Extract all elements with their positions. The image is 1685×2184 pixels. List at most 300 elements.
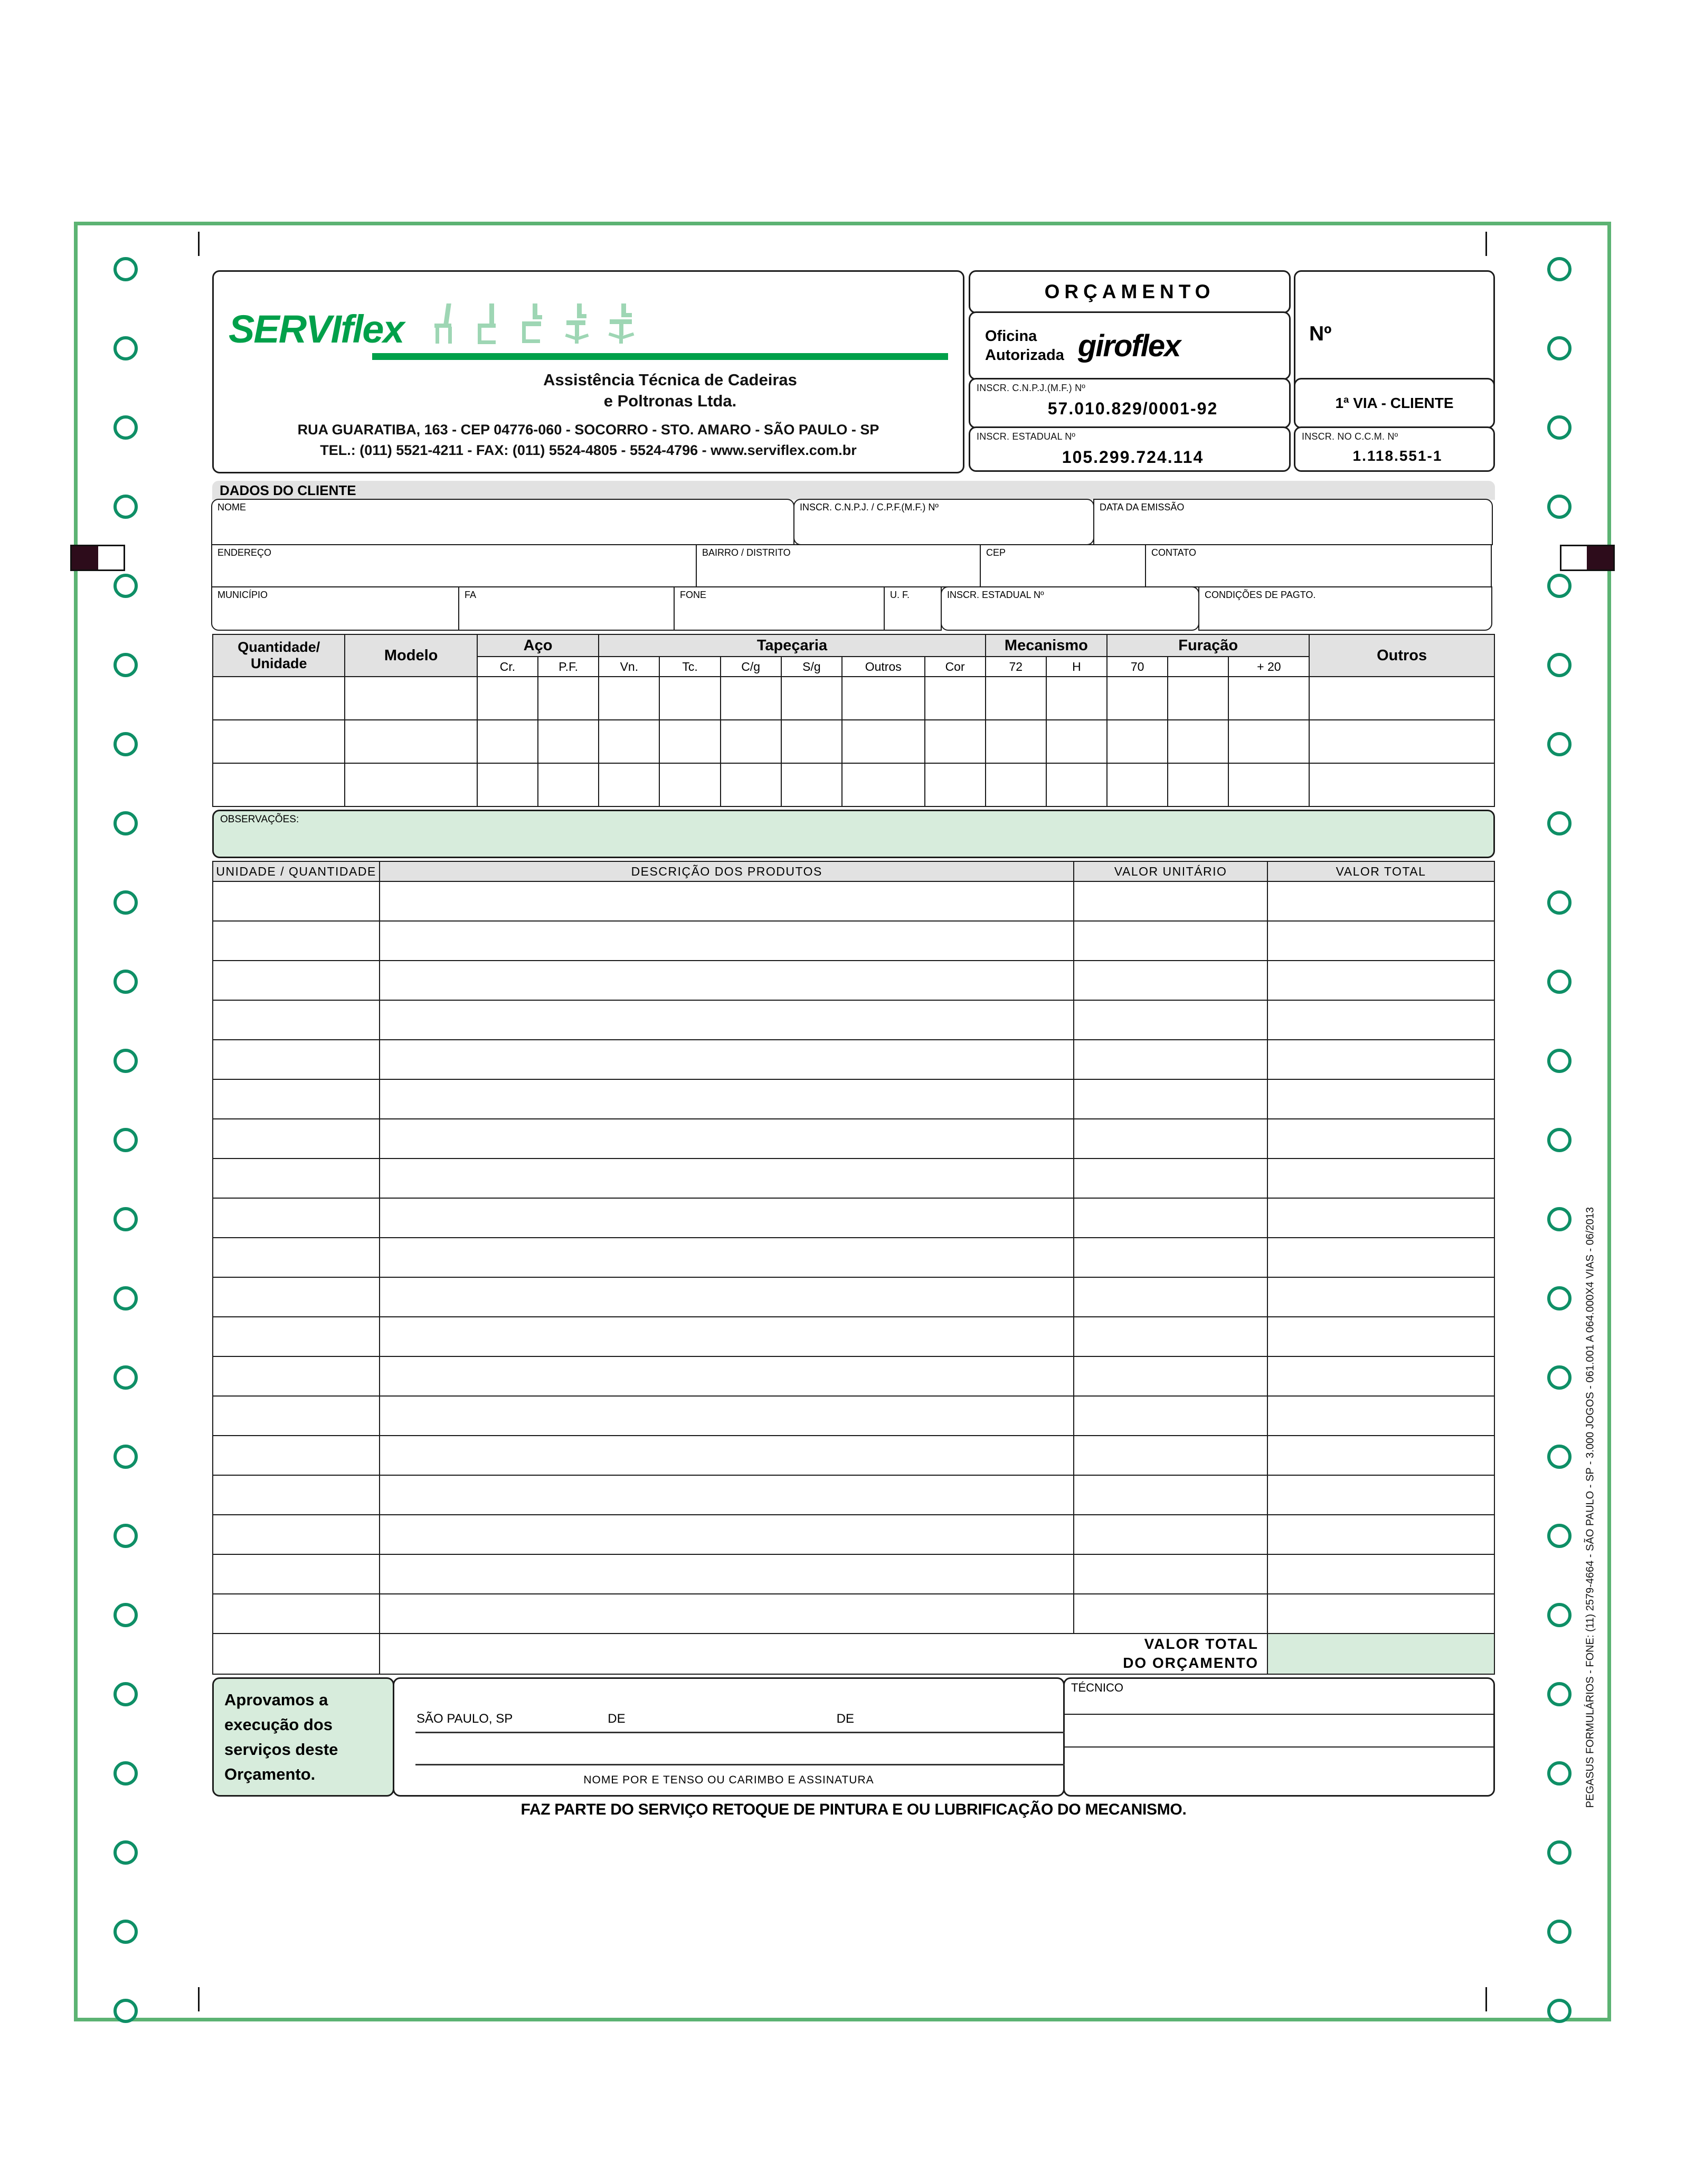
spec-subcol-11 — [1168, 657, 1228, 677]
cell-unidade-quantidade[interactable] — [213, 921, 380, 961]
alignment-marker-left — [70, 545, 125, 571]
spec-cell[interactable] — [659, 677, 720, 720]
cell-valor-unitario[interactable] — [1074, 1159, 1267, 1198]
cell-valor-total[interactable] — [1267, 1277, 1494, 1317]
field-fone-label: FONE — [680, 590, 707, 600]
cell-descricao[interactable] — [380, 1317, 1074, 1356]
approval-line-2: execução dos — [224, 1715, 333, 1734]
client-row-3 — [212, 587, 1495, 631]
feed-hole — [113, 1128, 138, 1152]
cell-descricao[interactable] — [380, 1594, 1074, 1634]
field-uf-label: U. F. — [890, 590, 910, 600]
approval-statement-box — [212, 1677, 394, 1797]
cell-valor-unitario[interactable] — [1074, 921, 1267, 961]
spec-cell[interactable] — [1107, 720, 1168, 763]
field-inscr-estadual-cliente[interactable] — [941, 586, 1199, 631]
cell-unidade-quantidade[interactable] — [213, 1277, 380, 1317]
field-endereco-label: ENDEREÇO — [217, 547, 272, 558]
grand-total-value[interactable] — [1267, 1634, 1494, 1674]
client-section-title — [212, 481, 1495, 500]
page-title: ORÇAMENTO — [1044, 281, 1215, 302]
cell-unidade-quantidade[interactable] — [213, 1079, 380, 1119]
cell-valor-total[interactable] — [1267, 1396, 1494, 1436]
spec-cell[interactable] — [1168, 763, 1228, 806]
spec-cell[interactable] — [599, 720, 659, 763]
technician-row-3[interactable] — [1065, 1748, 1493, 1779]
table-row[interactable] — [213, 1040, 1494, 1079]
field-cep[interactable] — [980, 544, 1146, 587]
grand-total-line-2: DO ORÇAMENTO — [1123, 1655, 1259, 1672]
cell-unidade-quantidade[interactable] — [213, 1317, 380, 1356]
feed-hole — [113, 732, 138, 756]
spec-cell[interactable] — [1107, 763, 1168, 806]
feed-hole — [113, 574, 138, 598]
cell-descricao[interactable] — [380, 1119, 1074, 1159]
oficina-line-1: Oficina — [985, 327, 1037, 345]
serviflex-logo — [229, 307, 404, 351]
chair-illustrations — [431, 303, 637, 344]
table-row[interactable] — [213, 1436, 1494, 1475]
company-ccm-box — [1294, 426, 1495, 472]
document-identity-block — [969, 270, 1495, 473]
spec-group-aco: Aço — [477, 634, 599, 657]
logo-green-bar — [372, 353, 948, 360]
cell-unidade-quantidade[interactable] — [213, 1594, 380, 1634]
spec-cell[interactable] — [1046, 763, 1107, 806]
cell-unidade-quantidade[interactable] — [213, 961, 380, 1000]
spec-cell[interactable] — [842, 677, 925, 720]
field-inscr-cnpj-cpf-label: INSCR. C.N.P.J. / C.P.F.(M.F.) Nº — [800, 502, 939, 512]
feed-hole — [1547, 1761, 1572, 1786]
date-de-1: DE — [608, 1711, 626, 1726]
giroflex-logo: giroflex — [1077, 328, 1180, 363]
field-data-emissao-label: DATA DA EMISSÃO — [1100, 502, 1185, 512]
approval-line-4: Orçamento. — [224, 1765, 316, 1784]
grand-total-label — [380, 1634, 1267, 1674]
field-municipio[interactable] — [211, 586, 459, 631]
cell-unidade-quantidade[interactable] — [213, 1475, 380, 1515]
client-row-2 — [212, 545, 1495, 587]
cell-unidade-quantidade[interactable] — [213, 1159, 380, 1198]
observations-label: OBSERVAÇÕES: — [220, 814, 299, 825]
feed-hole — [1547, 415, 1572, 440]
cell-descricao[interactable] — [380, 1000, 1074, 1040]
cell-valor-total[interactable] — [1267, 1238, 1494, 1277]
spec-cell[interactable] — [781, 677, 842, 720]
cell-descricao[interactable] — [380, 1554, 1074, 1594]
cell-descricao[interactable] — [380, 1079, 1074, 1119]
spec-col-outros: Outros — [1309, 634, 1494, 677]
cell-unidade-quantidade[interactable] — [213, 1198, 380, 1238]
orcamento-form — [212, 270, 1495, 1819]
cell-valor-unitario[interactable] — [1074, 1594, 1267, 1634]
spec-cell[interactable] — [721, 763, 781, 806]
feed-hole — [113, 1682, 138, 1706]
company-inscr-estadual-box — [969, 426, 1291, 472]
table-row[interactable] — [213, 1277, 1494, 1317]
spec-cell[interactable] — [345, 720, 477, 763]
technician-row-2[interactable] — [1065, 1715, 1493, 1748]
cell-descricao[interactable] — [380, 1356, 1074, 1396]
spec-cell[interactable] — [213, 720, 345, 763]
spec-subcol-8: 72 — [986, 657, 1046, 677]
chair-icon-3 — [520, 303, 548, 344]
spec-subcol-12: + 20 — [1228, 657, 1309, 677]
feed-hole — [1547, 1365, 1572, 1390]
spec-cell[interactable] — [213, 677, 345, 720]
grand-total-row — [213, 1634, 1494, 1674]
company-tagline — [214, 369, 963, 411]
feed-hole — [113, 415, 138, 440]
spec-cell[interactable] — [599, 677, 659, 720]
feed-hole — [1547, 1286, 1572, 1311]
feed-hole — [1547, 1840, 1572, 1865]
table-row[interactable] — [213, 1317, 1494, 1356]
spec-cell[interactable] — [986, 677, 1046, 720]
feed-hole — [113, 1840, 138, 1865]
chair-icon-1 — [431, 303, 460, 344]
tagline-line-2: e Poltronas Ltda. — [603, 391, 737, 410]
cell-valor-total[interactable] — [1267, 1079, 1494, 1119]
spec-cell[interactable] — [925, 763, 986, 806]
cell-valor-unitario[interactable] — [1074, 1475, 1267, 1515]
approval-line-1: Aprovamos a — [224, 1690, 328, 1709]
spec-cell[interactable] — [538, 720, 599, 763]
feed-hole — [113, 970, 138, 994]
feed-hole — [1547, 1128, 1572, 1152]
cell-valor-unitario[interactable] — [1074, 1317, 1267, 1356]
feed-hole — [1547, 1999, 1572, 2023]
field-bairro-distrito[interactable] — [696, 544, 981, 587]
feed-hole — [113, 336, 138, 360]
feed-hole — [1547, 1049, 1572, 1073]
cell-valor-total[interactable] — [1267, 1198, 1494, 1238]
signature-box[interactable] — [393, 1677, 1065, 1797]
cell-valor-total[interactable] — [1267, 1515, 1494, 1554]
tagline-line-1: Assistência Técnica de Cadeiras — [543, 371, 797, 389]
products-header-row — [213, 861, 1494, 881]
field-condicoes-pagto-label: CONDIÇÕES DE PAGTO. — [1205, 590, 1316, 600]
spec-cell[interactable] — [345, 677, 477, 720]
company-block — [212, 270, 964, 473]
cell-valor-total[interactable] — [1267, 1119, 1494, 1159]
company-address: RUA GUARATIBA, 163 - CEP 04776-060 - SOCORRO - STO. AMARO - SÃO PAULO - SP — [297, 422, 879, 438]
date-line — [416, 1712, 1050, 1726]
spec-subcol-0: Cr. — [477, 657, 538, 677]
spec-cell[interactable] — [842, 763, 925, 806]
document-title-box — [969, 270, 1291, 314]
cell-valor-unitario[interactable] — [1074, 1000, 1267, 1040]
logo-row — [214, 272, 963, 351]
logo-flex: flex — [340, 307, 404, 351]
field-fone[interactable] — [674, 586, 885, 631]
cell-valor-total[interactable] — [1267, 881, 1494, 921]
feed-hole — [113, 1920, 138, 1944]
spec-cell[interactable] — [599, 763, 659, 806]
spec-cell[interactable] — [345, 763, 477, 806]
continuous-form-sheet — [74, 222, 1611, 2021]
cell-descricao[interactable] — [380, 1040, 1074, 1079]
cell-unidade-quantidade[interactable] — [213, 1000, 380, 1040]
products-col-2: VALOR UNITÁRIO — [1074, 861, 1267, 881]
cell-descricao[interactable] — [380, 921, 1074, 961]
table-row[interactable] — [213, 1119, 1494, 1159]
cell-descricao[interactable] — [380, 1436, 1074, 1475]
table-row[interactable] — [213, 881, 1494, 921]
spec-subcol-5: S/g — [781, 657, 842, 677]
feed-hole — [1547, 336, 1572, 360]
feed-hole — [1547, 1524, 1572, 1548]
table-row[interactable] — [213, 1356, 1494, 1396]
products-col-0: UNIDADE / QUANTIDADE — [213, 861, 380, 881]
spec-subcol-2: Vn. — [599, 657, 659, 677]
cell-unidade-quantidade[interactable] — [213, 1119, 380, 1159]
field-contato-label: CONTATO — [1151, 547, 1196, 558]
via-label: 1ª VIA - CLIENTE — [1335, 395, 1454, 411]
cell-unidade-quantidade[interactable] — [213, 1554, 380, 1594]
cell-unidade-quantidade[interactable] — [213, 1356, 380, 1396]
chair-icon-4 — [564, 303, 593, 344]
spec-cell[interactable] — [213, 763, 345, 806]
cell-valor-unitario[interactable] — [1074, 1436, 1267, 1475]
field-data-emissao[interactable] — [1093, 499, 1493, 545]
spec-cell[interactable] — [538, 677, 599, 720]
cell-valor-unitario[interactable] — [1074, 1040, 1267, 1079]
feed-hole — [113, 1999, 138, 2023]
spec-cell[interactable] — [781, 763, 842, 806]
spec-col-quantidade-unidade: Quantidade/ Unidade — [213, 634, 345, 677]
numero-label: Nº — [1309, 322, 1332, 345]
feed-hole — [113, 811, 138, 835]
oficina-line-2: Autorizada — [985, 347, 1064, 364]
spec-cell[interactable] — [986, 720, 1046, 763]
city-label: SÃO PAULO, SP — [416, 1711, 513, 1726]
spec-subcol-10: 70 — [1107, 657, 1168, 677]
cell-descricao[interactable] — [380, 1515, 1074, 1554]
spec-cell[interactable] — [1168, 720, 1228, 763]
table-row[interactable] — [213, 1079, 1494, 1119]
spec-data-row[interactable] — [213, 720, 1494, 763]
company-cnpj-box — [969, 378, 1291, 429]
spec-cell[interactable] — [477, 763, 538, 806]
cnpj-label: INSCR. C.N.P.J.(M.F.) Nº — [977, 383, 1086, 393]
signature-caption: NOME POR E TENSO OU CARIMBO E ASSINATURA — [583, 1774, 874, 1787]
spec-subcol-4: C/g — [721, 657, 781, 677]
spec-cell[interactable] — [1168, 677, 1228, 720]
products-col-1: DESCRIÇÃO DOS PRODUTOS — [380, 861, 1074, 881]
spec-cell[interactable] — [1309, 720, 1494, 763]
date-rule — [415, 1732, 1065, 1733]
spec-cell[interactable] — [1228, 763, 1309, 806]
cell-descricao[interactable] — [380, 1198, 1074, 1238]
spec-subcol-1: P.F. — [538, 657, 599, 677]
cell-descricao[interactable] — [380, 961, 1074, 1000]
field-inscr-cnpj-cpf[interactable] — [793, 499, 1094, 545]
crop-mark-bottom-left — [198, 1987, 200, 2011]
table-row[interactable] — [213, 1594, 1494, 1634]
field-condicoes-pagto[interactable] — [1198, 586, 1492, 631]
technician-label: TÉCNICO — [1071, 1680, 1123, 1694]
cell-valor-unitario[interactable] — [1074, 1277, 1267, 1317]
spec-cell[interactable] — [1046, 677, 1107, 720]
printer-credit: PEGASUS FORMULÁRIOS - FONE: (11) 2579-4664 - SÃO PAULO - SP - 3.000 JOGOS - 061.001 A 064.000X4 VIAS - 06/2013 — [1584, 1207, 1596, 1808]
cnpj-value: 57.010.829/0001-92 — [1047, 399, 1218, 418]
spec-data-row[interactable] — [213, 763, 1494, 806]
cell-valor-total[interactable] — [1267, 1159, 1494, 1198]
spec-cell[interactable] — [1228, 677, 1309, 720]
signature-rule — [415, 1764, 1065, 1765]
spec-group-furacao: Furação — [1107, 634, 1309, 657]
cell-valor-unitario[interactable] — [1074, 1396, 1267, 1436]
logo-servi: SERVI — [229, 307, 341, 351]
cell-valor-total[interactable] — [1267, 961, 1494, 1000]
table-row[interactable] — [213, 1000, 1494, 1040]
feed-hole — [113, 1207, 138, 1231]
spec-cell[interactable] — [925, 677, 986, 720]
cell-valor-total[interactable] — [1267, 1040, 1494, 1079]
products-table — [212, 861, 1495, 1675]
feed-hole — [1547, 1682, 1572, 1706]
spec-cell[interactable] — [659, 720, 720, 763]
cell-valor-unitario[interactable] — [1074, 1356, 1267, 1396]
spec-cell[interactable] — [781, 720, 842, 763]
feed-hole — [1547, 970, 1572, 994]
field-uf[interactable] — [884, 586, 942, 631]
crop-mark-top-right — [1485, 232, 1487, 256]
spec-cell[interactable] — [477, 720, 538, 763]
cell-valor-unitario[interactable] — [1074, 1079, 1267, 1119]
spec-cell[interactable] — [659, 763, 720, 806]
feed-hole — [1547, 653, 1572, 677]
cell-descricao[interactable] — [380, 1396, 1074, 1436]
field-fa[interactable] — [458, 586, 675, 631]
chair-icon-5 — [609, 303, 637, 344]
feed-hole — [1547, 1207, 1572, 1231]
via-copy-box — [1294, 378, 1495, 429]
table-row[interactable] — [213, 961, 1494, 1000]
spec-cell[interactable] — [477, 677, 538, 720]
spec-cell[interactable] — [538, 763, 599, 806]
spec-cell[interactable] — [1228, 720, 1309, 763]
cell-unidade-quantidade[interactable] — [213, 1436, 380, 1475]
inscr-estadual-label: INSCR. ESTADUAL Nº — [977, 431, 1076, 442]
cell-valor-total[interactable] — [1267, 1554, 1494, 1594]
spec-data-row[interactable] — [213, 677, 1494, 720]
cell-valor-unitario[interactable] — [1074, 1198, 1267, 1238]
cell-unidade-quantidade[interactable] — [213, 1396, 380, 1436]
spec-cell[interactable] — [925, 720, 986, 763]
feed-hole — [1547, 890, 1572, 915]
cell-descricao[interactable] — [380, 881, 1074, 921]
table-row[interactable] — [213, 1238, 1494, 1277]
table-row[interactable] — [213, 1475, 1494, 1515]
spec-col-modelo: Modelo — [345, 634, 477, 677]
cell-unidade-quantidade[interactable] — [213, 1515, 380, 1554]
feed-hole — [113, 1761, 138, 1786]
approval-line-3: serviços deste — [224, 1740, 338, 1759]
cell-valor-unitario[interactable] — [1074, 1554, 1267, 1594]
cell-valor-unitario[interactable] — [1074, 1119, 1267, 1159]
feed-hole — [113, 1049, 138, 1073]
form-header — [212, 270, 1495, 473]
table-row[interactable] — [213, 1159, 1494, 1198]
table-row[interactable] — [213, 1396, 1494, 1436]
field-municipio-label: MUNICÍPIO — [217, 590, 268, 600]
cell-unidade-quantidade[interactable] — [213, 881, 380, 921]
spec-cell[interactable] — [986, 763, 1046, 806]
technician-box[interactable] — [1063, 1677, 1495, 1797]
cell-valor-total[interactable] — [1267, 1317, 1494, 1356]
cell-valor-total[interactable] — [1267, 1475, 1494, 1515]
cell-descricao[interactable] — [380, 1277, 1074, 1317]
cell-unidade-quantidade[interactable] — [213, 1040, 380, 1079]
cell-descricao[interactable] — [380, 1238, 1074, 1277]
observations-box[interactable] — [212, 810, 1495, 858]
ccm-value: 1.118.551-1 — [1352, 448, 1443, 464]
cell-valor-unitario[interactable] — [1074, 961, 1267, 1000]
cell-descricao[interactable] — [380, 1475, 1074, 1515]
field-endereco[interactable] — [211, 544, 697, 587]
spec-cell[interactable] — [1309, 677, 1494, 720]
spec-cell[interactable] — [1107, 677, 1168, 720]
table-row[interactable] — [213, 1515, 1494, 1554]
company-contact: TEL.: (011) 5521-4211 - FAX: (011) 5524-4805 - 5524-4796 - www.serviflex.com.br — [320, 442, 857, 459]
authorized-workshop-box — [969, 311, 1291, 380]
cell-valor-unitario[interactable] — [1074, 1515, 1267, 1554]
field-contato[interactable] — [1145, 544, 1492, 587]
spec-cell[interactable] — [1046, 720, 1107, 763]
cell-valor-total[interactable] — [1267, 1356, 1494, 1396]
cell-valor-unitario[interactable] — [1074, 881, 1267, 921]
feed-hole — [113, 1365, 138, 1390]
feed-hole — [1547, 574, 1572, 598]
feed-hole — [1547, 495, 1572, 519]
field-nome[interactable] — [211, 499, 794, 545]
feed-hole — [1547, 257, 1572, 281]
feed-hole — [1547, 1445, 1572, 1469]
date-de-2: DE — [836, 1711, 854, 1726]
client-fields-grid — [212, 500, 1495, 631]
cell-valor-total[interactable] — [1267, 1436, 1494, 1475]
table-row[interactable] — [213, 1198, 1494, 1238]
feed-hole — [1547, 732, 1572, 756]
client-row-1 — [212, 500, 1495, 545]
feed-hole — [1547, 811, 1572, 835]
cell-descricao[interactable] — [380, 1159, 1074, 1198]
cell-unidade-quantidade[interactable] — [213, 1238, 380, 1277]
client-section-label: DADOS DO CLIENTE — [220, 482, 356, 498]
cell-valor-total[interactable] — [1267, 1000, 1494, 1040]
table-row[interactable] — [213, 921, 1494, 961]
cell-valor-total[interactable] — [1267, 1594, 1494, 1634]
spec-subcol-6: Outros — [842, 657, 925, 677]
field-cep-label: CEP — [986, 547, 1006, 558]
cell-valor-total[interactable] — [1267, 921, 1494, 961]
feed-hole — [113, 653, 138, 677]
cell-valor-unitario[interactable] — [1074, 1238, 1267, 1277]
spec-cell[interactable] — [721, 677, 781, 720]
spec-subcol-9: H — [1046, 657, 1107, 677]
oficina-label — [985, 327, 1064, 365]
spec-cell[interactable] — [721, 720, 781, 763]
spec-cell[interactable] — [1309, 763, 1494, 806]
technician-label-row — [1065, 1679, 1493, 1715]
table-row[interactable] — [213, 1554, 1494, 1594]
spec-cell[interactable] — [842, 720, 925, 763]
spec-group-tapecaria: Tapeçaria — [599, 634, 985, 657]
spec-subcol-3: Tc. — [659, 657, 720, 677]
crop-mark-top-left — [198, 232, 200, 256]
